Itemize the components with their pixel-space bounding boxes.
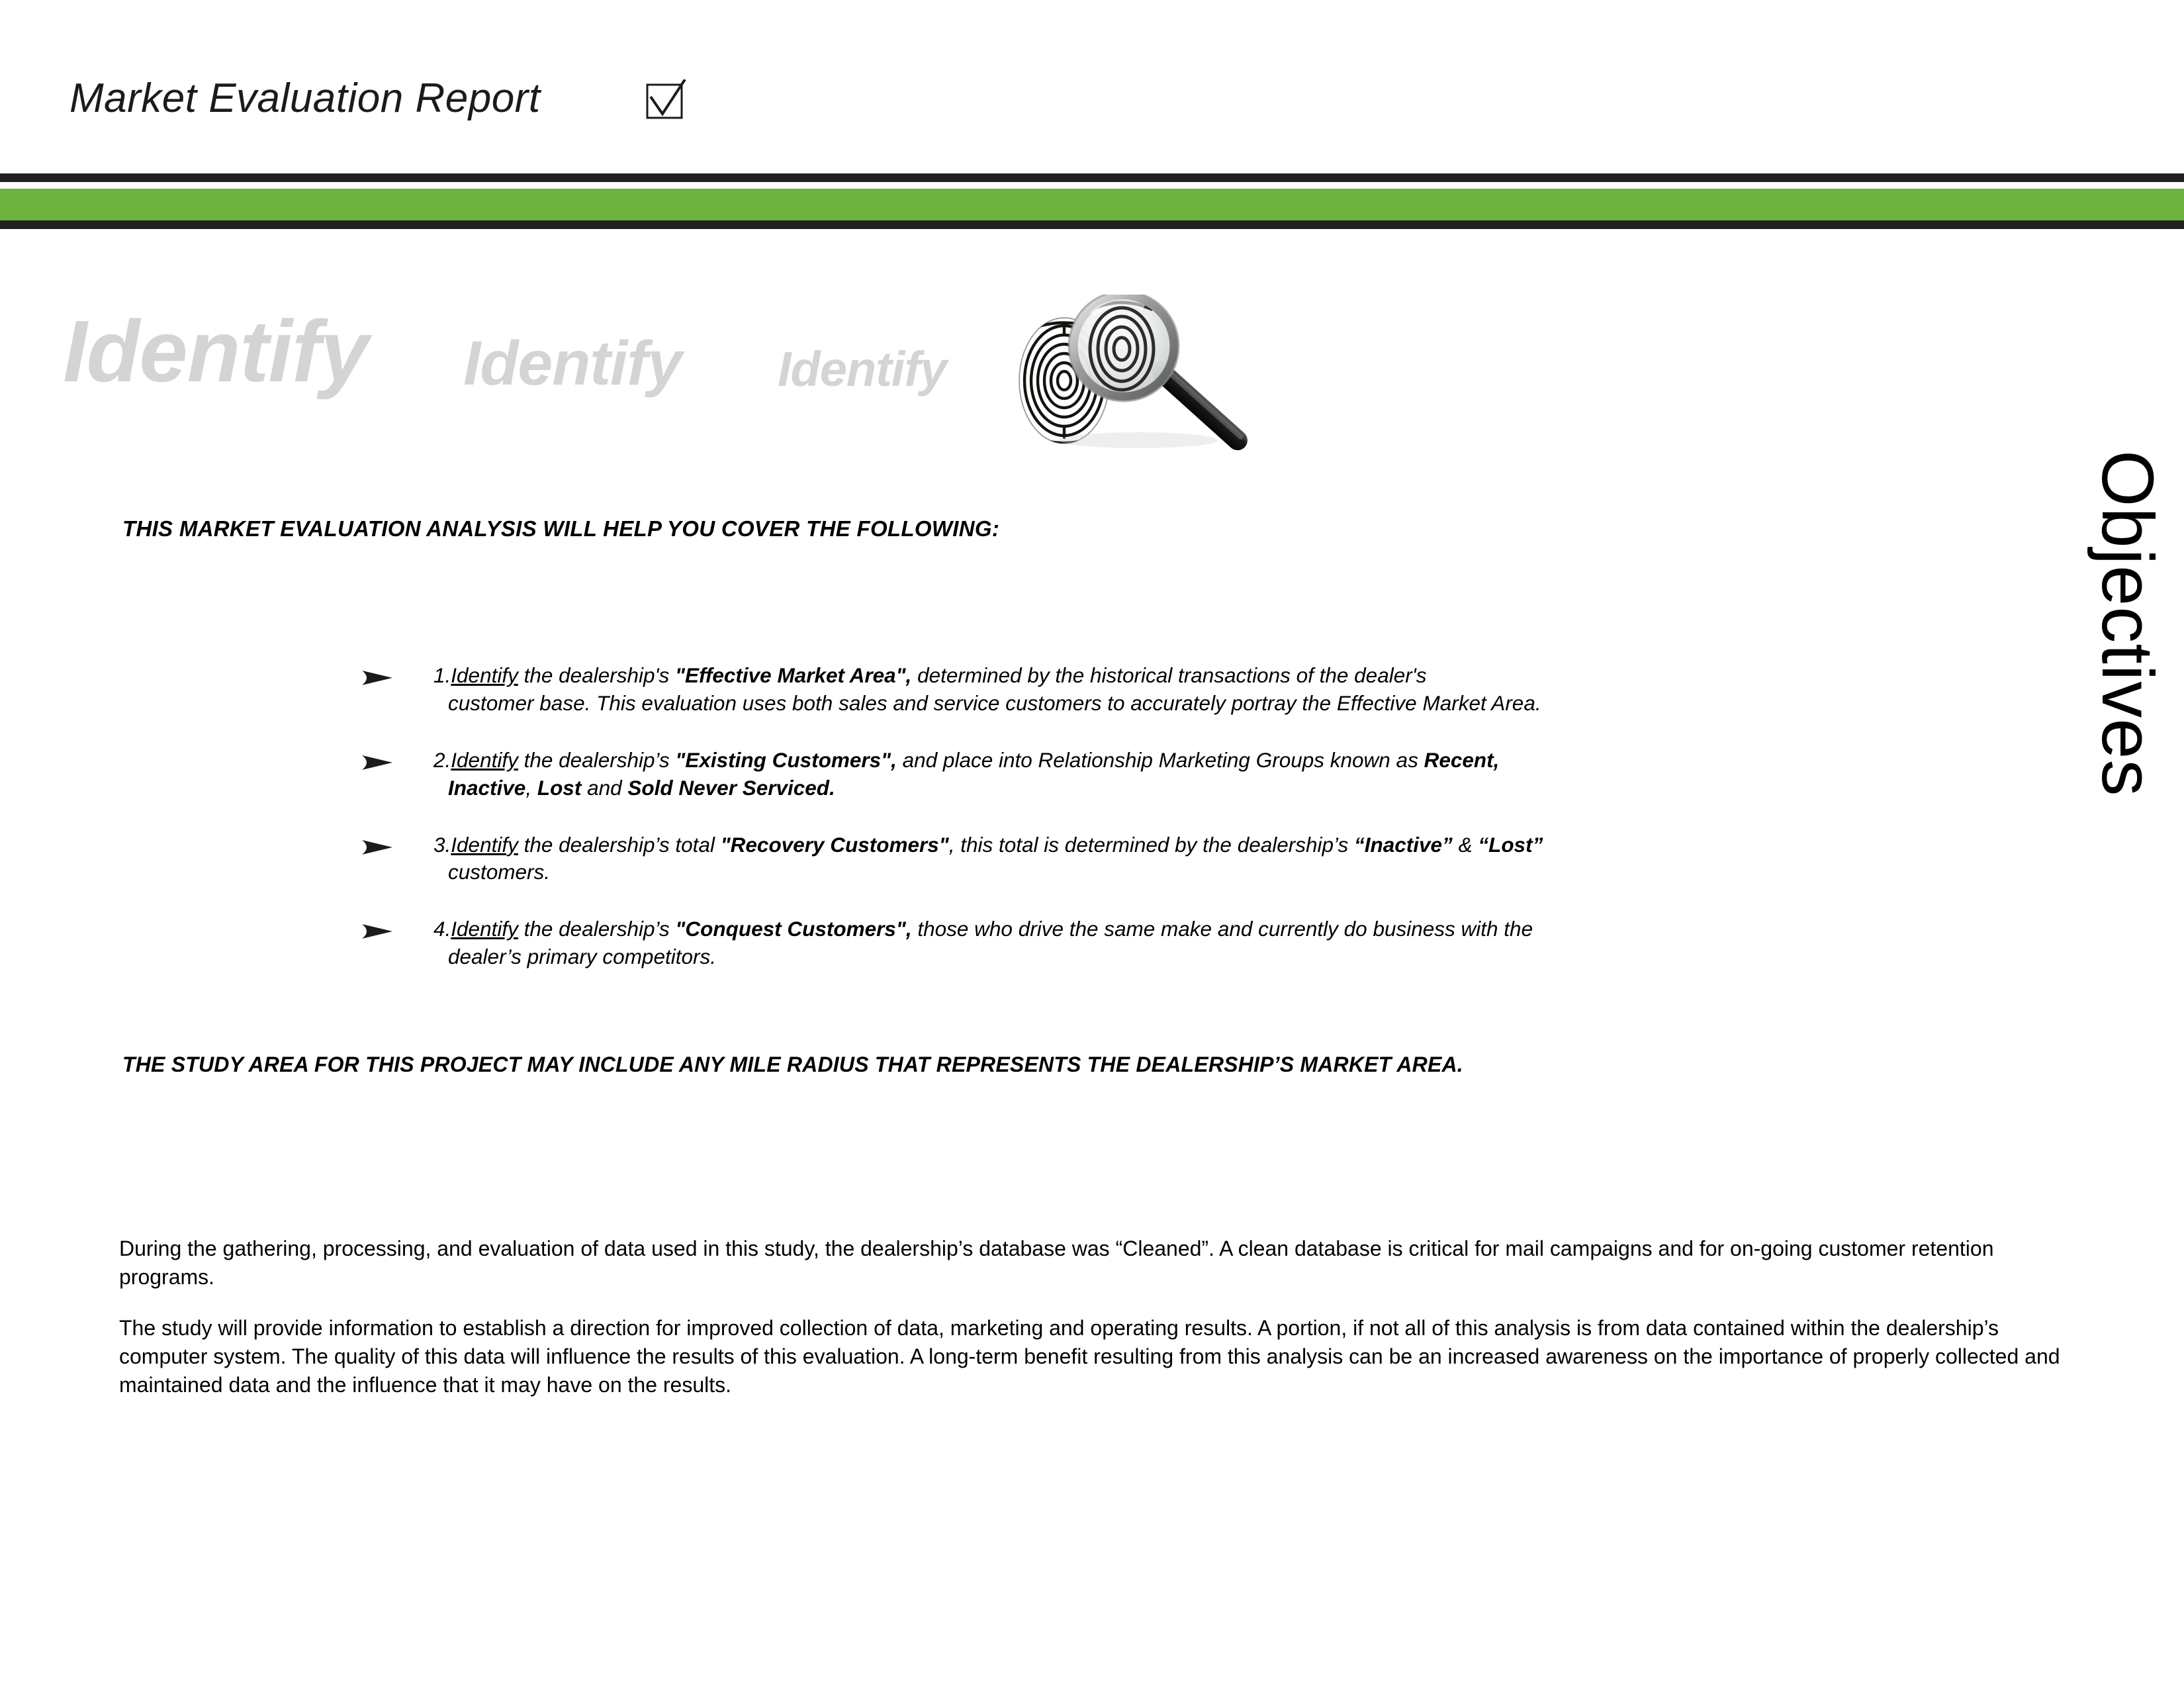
item-number: 4.	[433, 917, 451, 941]
item-text-a: the dealership’s	[518, 747, 676, 772]
item-term: "Conquest Customers",	[675, 917, 912, 941]
item-keyword: Identify	[451, 747, 518, 772]
item-text-a: the dealership’s total	[518, 832, 721, 857]
paragraph-data-cleaning: During the gathering, processing, and evaluation of data used in this study, the dealership’s database was “Cleaned”. A clean database is critical for mail campaigns and for on-going customer retention programs.	[119, 1237, 1994, 1289]
item-term: "Effective Market Area",	[675, 663, 912, 687]
watermark-identify-3: Identify	[778, 342, 947, 397]
item-keyword: Identify	[451, 917, 518, 941]
arrow-bullet-icon	[361, 752, 402, 772]
study-area-note: THE STUDY AREA FOR THIS PROJECT MAY INCLUDE ANY MILE RADIUS THAT REPRESENTS THE DEALERSHIP’S MARKET AREA.	[122, 1053, 1463, 1076]
objectives-list	[361, 662, 1962, 1000]
header-rule-white	[0, 182, 2184, 189]
item-text-a: the dealership’s	[518, 917, 676, 941]
watermark-identify-2: Identify	[463, 328, 682, 399]
checked-box-icon	[645, 79, 686, 120]
item-keyword: Identify	[451, 663, 518, 687]
item-text-a: the dealership's	[518, 663, 676, 687]
item-group-lost: “Lost”	[1478, 832, 1543, 857]
item-keyword: Identify	[451, 832, 518, 857]
list-item	[361, 915, 1962, 971]
item-sep-1: &	[1452, 832, 1479, 857]
item-sep-2: and	[581, 775, 628, 800]
item-text-line2: dealer’s primary competitors.	[448, 945, 716, 969]
side-tab-objectives: Objectives	[2087, 450, 2168, 797]
item-text-b: those who drive the same make and currently do business with the	[911, 917, 1533, 941]
item-group-lost: Lost	[537, 775, 582, 800]
item-group-recent: Recent,	[1424, 747, 1500, 772]
page-header	[0, 0, 2184, 165]
item-text-line2: customers.	[448, 860, 551, 884]
paragraph-study-benefit: The study will provide information to establish a direction for improved collection of data, marketing and operating results. A portion, if not all of this analysis is from data contained within the dealership’s computer system. The quality of this data will influence the results of this evaluation. A long-term benefit resulting from this analysis can be an increased awareness on the importance of properly collected and maintained data and the influence that it may have on the results.	[119, 1316, 2060, 1397]
arrow-bullet-icon	[361, 837, 402, 857]
item-text-b: determined by the historical transactions of the dealer's	[911, 663, 1427, 687]
item-term: "Existing Customers",	[675, 747, 897, 772]
page-title: Market Evaluation Report	[69, 75, 541, 121]
watermark-identify-1: Identify	[63, 303, 369, 400]
item-term: "Recovery Customers"	[720, 832, 949, 857]
magnifier-fingerprint-image	[986, 295, 1271, 493]
item-group-inactive: “Inactive”	[1354, 832, 1453, 857]
item-number: 1.	[433, 663, 451, 687]
arrow-bullet-icon	[361, 921, 402, 941]
item-number: 2.	[433, 747, 451, 772]
list-item	[361, 747, 1962, 802]
list-item	[361, 831, 1962, 887]
item-text-line2	[433, 774, 1962, 802]
item-number: 3.	[433, 832, 451, 857]
header-rule-dark-top	[0, 173, 2184, 182]
item-text-b: , this total is determined by the dealership’s	[948, 832, 1354, 857]
lead-in-text: THIS MARKET EVALUATION ANALYSIS WILL HELP YOU COVER THE FOLLOWING:	[122, 516, 1000, 541]
arrow-bullet-icon	[361, 667, 402, 687]
list-item	[361, 662, 1962, 718]
header-rule-green	[0, 189, 2184, 220]
header-rule-dark-bottom	[0, 220, 2184, 229]
item-sep-1: ,	[525, 775, 537, 800]
item-group-sold-never-serviced: Sold Never Serviced.	[627, 775, 835, 800]
item-text-line2: customer base. This evaluation uses both sales and service customers to accurately portray the Effective Market Area.	[448, 690, 1541, 715]
item-text-b: and place into Relationship Marketing Groups known as	[896, 747, 1424, 772]
item-group-inactive: Inactive	[448, 775, 526, 800]
